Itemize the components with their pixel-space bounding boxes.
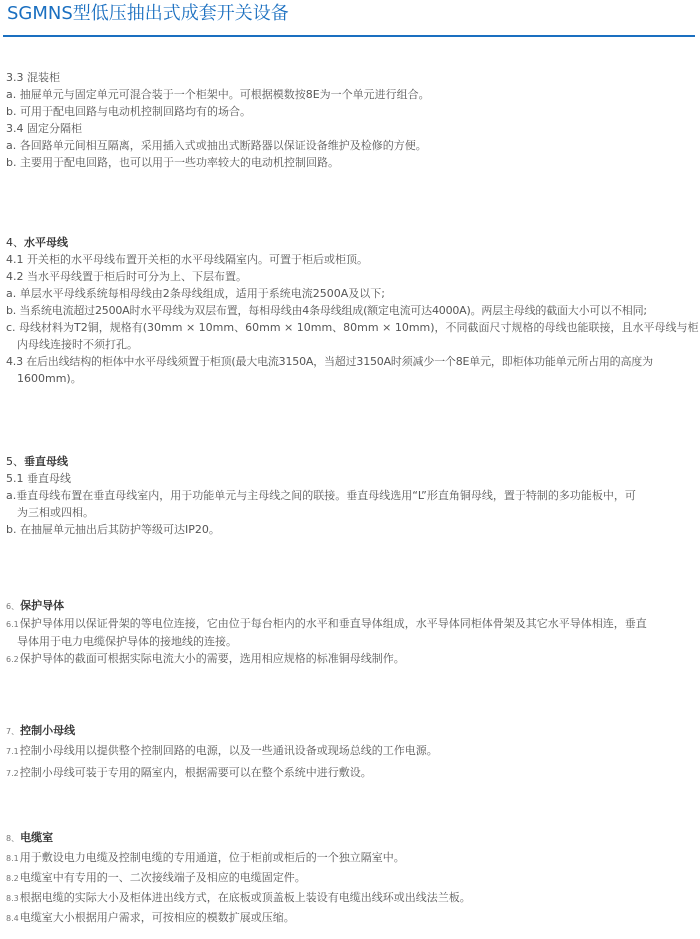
item-number: 7.1 [6, 747, 19, 756]
section-title: 保护导体 [20, 599, 65, 612]
text-line: a. 各回路单元间相互隔离，采用插入式或抽出式断路器以保证设备维护及检修的方便。 [6, 139, 427, 152]
item-number: 8.4 [6, 914, 19, 923]
section-horizontal-busbar [6, 234, 699, 387]
item-number: 6.1 [6, 620, 19, 629]
text-line: b. 在抽屉单元抽出后其防护等级可达IP20。 [6, 523, 220, 536]
text-line: b. 主要用于配电回路，也可以用于一些功率较大的电动机控制回路。 [6, 156, 339, 169]
section-number: 5、 [6, 455, 24, 468]
item-text: 保护导体用以保证骨架的等电位连接，它由位于每台柜内的水平和垂直导体组成，水平导体同柜体骨架及其它水平导体相连，垂直 [19, 617, 647, 630]
text-line: 内母线连接时不须打孔。 [17, 338, 138, 351]
section-title: 垂直母线 [24, 455, 68, 468]
section-heading [6, 453, 696, 470]
section-heading [6, 597, 696, 615]
text-line [6, 889, 696, 907]
section-heading [6, 234, 696, 251]
section-title: 电缆室 [20, 831, 54, 844]
section-number: 6、 [6, 602, 20, 611]
section-number: 7、 [6, 727, 20, 736]
section-protective-conductor [6, 597, 696, 668]
text-line: 5.1 垂直母线 [6, 472, 71, 485]
text-line: b. 当系统电流超过2500A时水平母线为双层布置，每相母线由4条母线组成(额定电流可达4000A)。两层主母线的截面大小可以不相同; [6, 304, 647, 317]
text-line [6, 615, 696, 633]
text-line: 3.3 混装柜 [6, 71, 60, 84]
section-number: 4、 [6, 236, 24, 249]
text-line: a. 抽屉单元与固定单元可混合装于一个柜架中。可根据模数按8E为一个单元进行组合。 [6, 88, 430, 101]
text-line: 1600mm)。 [17, 372, 82, 385]
item-number: 8.3 [6, 894, 19, 903]
text-line: b. 可用于配电回路与电动机控制回路均有的场合。 [6, 105, 251, 118]
item-text: 控制小母线可装于专用的隔室内，根据需要可以在整个系统中进行敷设。 [19, 766, 372, 779]
text-line [6, 869, 696, 887]
section-cabinet-types [6, 69, 696, 171]
title-divider [3, 35, 695, 37]
page-title: SGMNS型低压抽出式成套开关设备 [7, 3, 289, 24]
section-heading [6, 722, 696, 740]
text-line: 3.4 固定分隔柜 [6, 122, 82, 135]
item-number: 8.2 [6, 874, 19, 883]
text-line: c. 母线材料为T2铜，规格有(30mm × 10mm、60mm × 10mm、80mm × 10mm)，不同截面尺寸规格的母线也能联接，且水平母线与柜 [6, 321, 699, 334]
text-line [6, 742, 696, 760]
section-vertical-busbar [6, 453, 696, 538]
text-line: a.垂直母线布置在垂直母线室内，用于功能单元与主母线之间的联接。垂直母线选用“L”形直角铜母线，置于特制的多功能板中，可 [6, 489, 636, 502]
text-line [6, 849, 696, 867]
text-line [6, 650, 696, 668]
text-line: 为三相或四相。 [17, 506, 94, 519]
text-line: 导体用于电力电缆保护导体的接地线的连接。 [17, 635, 237, 648]
item-text: 根据电缆的实际大小及柜体进出线方式，在底板或顶盖板上装设有电缆出线环或出线法兰板。 [19, 891, 471, 904]
item-text: 电缆室大小根据用户需求，可按相应的模数扩展或压缩。 [19, 911, 295, 924]
item-text: 用于敷设电力电缆及控制电缆的专用通道，位于柜前或柜后的一个独立隔室中。 [19, 851, 405, 864]
section-control-busbar [6, 722, 696, 782]
section-cable-room [6, 829, 696, 927]
item-text: 控制小母线用以提供整个控制回路的电源，以及一些通讯设备或现场总线的工作电源。 [19, 744, 438, 757]
item-number: 7.2 [6, 769, 19, 778]
text-line: a. 单层水平母线系统每相母线由2条母线组成，适用于系统电流2500A及以下; [6, 287, 385, 300]
item-number: 6.2 [6, 655, 19, 664]
text-line [6, 909, 696, 927]
text-line: 4.2 当水平母线置于柜后时可分为上、下层布置。 [6, 270, 247, 283]
text-line: 4.3 在后出线结构的柜体中水平母线须置于柜顶(最大电流3150A，当超过3150A时须减少一个8E单元，即柜体功能单元所占用的高度为 [6, 355, 653, 368]
item-text: 保护导体的截面可根据实际电流大小的需要，选用相应规格的标准铜母线制作。 [19, 652, 405, 665]
item-number: 8.1 [6, 854, 19, 863]
item-text: 电缆室中有专用的一、二次接线端子及相应的电缆固定件。 [19, 871, 306, 884]
text-line: 4.1 开关柜的水平母线布置开关柜的水平母线隔室内。可置于柜后或柜顶。 [6, 253, 368, 266]
section-title: 水平母线 [24, 236, 68, 249]
section-heading [6, 829, 696, 847]
section-number: 8、 [6, 834, 20, 843]
section-title: 控制小母线 [20, 724, 76, 737]
text-line [6, 764, 696, 782]
